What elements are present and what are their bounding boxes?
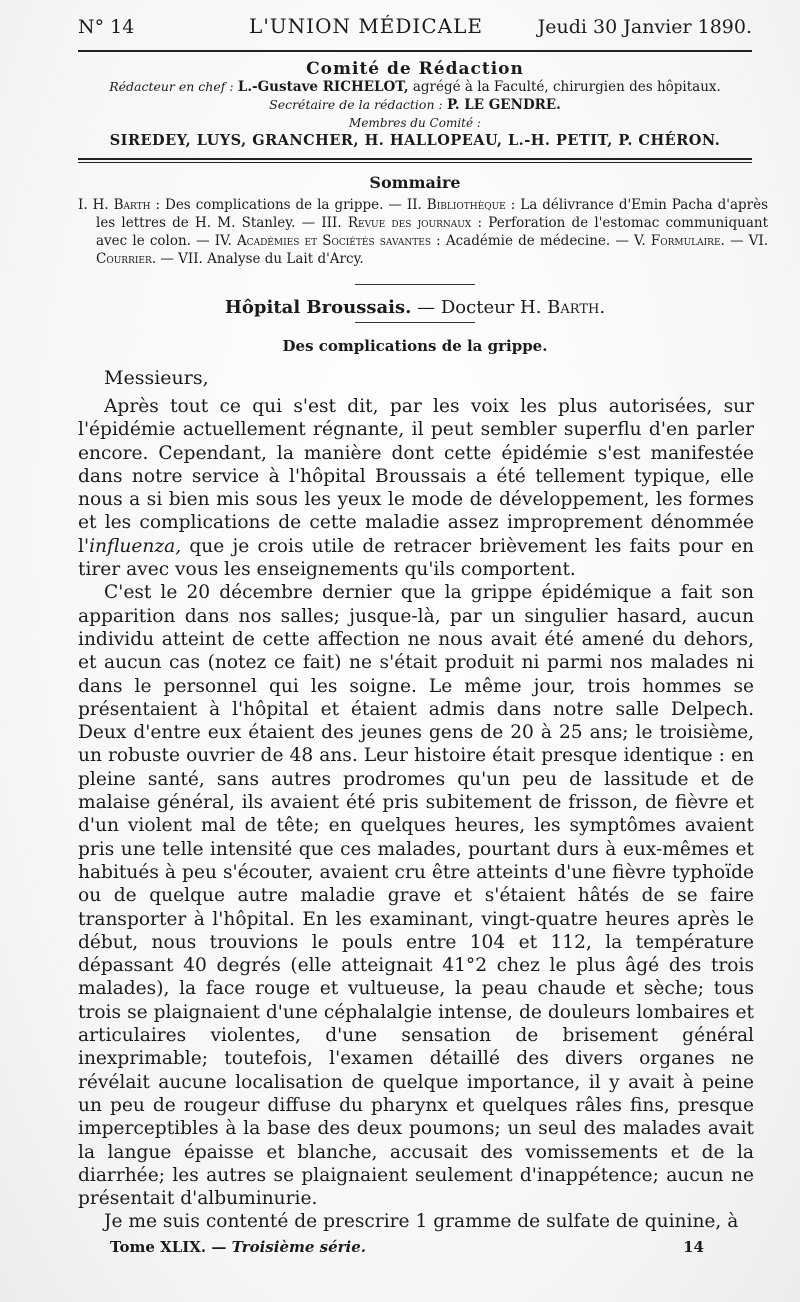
issue-date: Jeudi 30 Janvier 1890.	[537, 16, 752, 38]
secretary-line	[78, 96, 752, 114]
paragraph-1	[78, 395, 754, 581]
summary-item-6-number: — VI.	[729, 233, 769, 249]
issue-number: N° 14	[78, 16, 135, 38]
summary-item-5-number: V.	[633, 233, 646, 249]
summary-item-2-section: Bibliothèque	[426, 197, 506, 213]
editorial-committee	[78, 52, 752, 150]
hospital-name: Hôpital Broussais.	[224, 297, 412, 318]
summary-item-1-author: Barth	[113, 197, 151, 213]
editor-detail: agrégé à la Faculté, chirurgien des hôpitaux.	[412, 79, 721, 95]
series: Troisième série.	[231, 1238, 366, 1256]
paragraph-1-emphasis: influenza,	[89, 535, 182, 557]
summary-item-1-number: I. H.	[78, 197, 109, 213]
summary-item-2-number: II.	[406, 197, 422, 213]
summary-item-1-text: : Des complications de la grippe. —	[155, 197, 402, 213]
summary-title: Sommaire	[369, 173, 461, 192]
heading-rule	[355, 322, 475, 323]
summary-item-5-section: Formulaire.	[650, 233, 725, 249]
salutation: Messieurs,	[104, 367, 209, 389]
summary-item-3-section: Revue des journaux	[347, 215, 472, 231]
article-body	[78, 395, 754, 1234]
doctor-prefix: Docteur H.	[440, 297, 542, 318]
paragraph-1-text-a: Après tout ce qui s'est dit, par les voix les plus autorisées, sur l'épidémie actuellement régnante, il peut sembler superflu d'en parler encore. Cependant, la manière dont cette épidémie s'est manifestée dans notre service à l'hôpital Broussais a été tellement typique, elle nous a si bien mis sous les yeux le mode de développement, les formes et les complications de cette maladie assez improprement dénommée l'	[78, 396, 754, 557]
volume-line	[110, 1238, 366, 1256]
secretary-name: P. LE GENDRE.	[446, 97, 561, 113]
summary-item-3-number: III.	[321, 215, 342, 231]
editor-name: L.-Gustave RICHELOT,	[237, 79, 409, 95]
paragraph-1-text-b: que je crois utile de retracer brièvement les faits pour en tirer avec vous les enseignements qu'ils comportent.	[78, 535, 754, 581]
summary-item-3-text: : Perforation de l'estomac communiquant avec le colon. —	[96, 215, 769, 249]
members-label: Membres du Comité :	[349, 116, 481, 130]
editor-role: Rédacteur en chef :	[109, 79, 234, 94]
summary-item-6-section: Courrier.	[96, 251, 157, 267]
paragraph-2: C'est le 20 décembre dernier que la grippe épidémique a fait son apparition dans nos salles; jusque-là, par un singulier hasard, aucun individu atteint de cette affection ne nous avait été amené du dehors, et aucun cas (notez ce fait) ne s'était produit ni parmi nos malades ni dans le personnel qui les soigne. Le même jour, trois hommes se présentaient à l'hôpital et étaient admis dans notre salle Delpech. Deux d'entre eux étaient des jeunes gens de 20 à 25 ans; le troisième, un robuste ouvrier de 48 ans. Leur histoire était presque identique : en pleine santé, sans autres prodromes qu'un peu de lassitude et de malaise général, ils avaient été pris subitement de frisson, de fièvre et d'un violent mal de tête; en quelques heures, les symptômes avaient pris une telle intensité que ces malades, pourtant durs à eux-mêmes et habitués à peu s'écouter, avaient cru être atteints d'une fièvre typhoïde ou de quelque autre maladie grave et s'étaient hâtés de se faire transporter à l'hôpital. En les examinant, vingt-quatre heures après le début, nous trouvions le pouls entre 104 et 112, la température dépassant 40 degrés (elle atteignait 41°2 chez le plus âgé des trois malades), la face rouge et vultueuse, la peau chaude et sèche; tous trois se plaignaient d'une céphalalgie intense, de douleurs lombaires et articulaires violentes, d'une sensation de brisement général inexprimable; toutefois, l'examen détaillé des divers organes ne révélait aucune localisation de quelque importance, il y avait à peine un peu de rougeur diffuse du pharynx et quelques râles fins, presque imperceptibles à la base des deux poumons; un seul des malades avait la langue épaisse et blanche, accusait des vomissements et de la diarrhée; les autres se plaignaient seulement d'inappétence; aucun ne présentait d'albuminurie.	[78, 582, 754, 1210]
footer-dash: —	[211, 1238, 227, 1256]
committee-rule-thick	[78, 158, 752, 160]
journal-title: L'UNION MÉDICALE	[249, 14, 483, 38]
committee-members: SIREDEY, LUYS, GRANCHER, H. HALLOPEAU, L.-H. PETIT, P. CHÉRON.	[109, 132, 721, 149]
committee-rule-thin	[78, 162, 752, 163]
summary-item-7-text: — VII. Analyse du Lait d'Arcy.	[160, 251, 364, 267]
editor-line	[78, 78, 752, 96]
volume: Tome XLIX.	[110, 1238, 207, 1256]
article-heading	[78, 297, 752, 318]
paragraph-3: Je me suis contenté de prescrire 1 gramme de sulfate de quinine, à	[104, 1211, 739, 1233]
members-label-line	[78, 114, 752, 132]
summary-item-4-section: Académies et Sociétés savantes	[236, 233, 431, 249]
committee-title: Comité de Rédaction	[306, 59, 524, 79]
heading-dash: —	[417, 297, 436, 318]
page-footer	[110, 1238, 704, 1256]
secretary-role: Secrétaire de la rédaction :	[269, 97, 443, 112]
summary-item-4-text: : Académie de médecine. —	[436, 233, 629, 249]
running-header	[78, 14, 752, 44]
summary-item-4-number: IV.	[214, 233, 232, 249]
doctor-name: Barth.	[547, 297, 606, 318]
page-number: 14	[683, 1238, 704, 1256]
summary-item-2-text: : La délivrance d'Emin Pacha d'après les lettres de H. M. Stanley. —	[96, 197, 769, 231]
summary-text	[78, 192, 768, 268]
article-subtitle: Des complications de la grippe.	[282, 337, 548, 355]
section-divider	[355, 284, 475, 285]
